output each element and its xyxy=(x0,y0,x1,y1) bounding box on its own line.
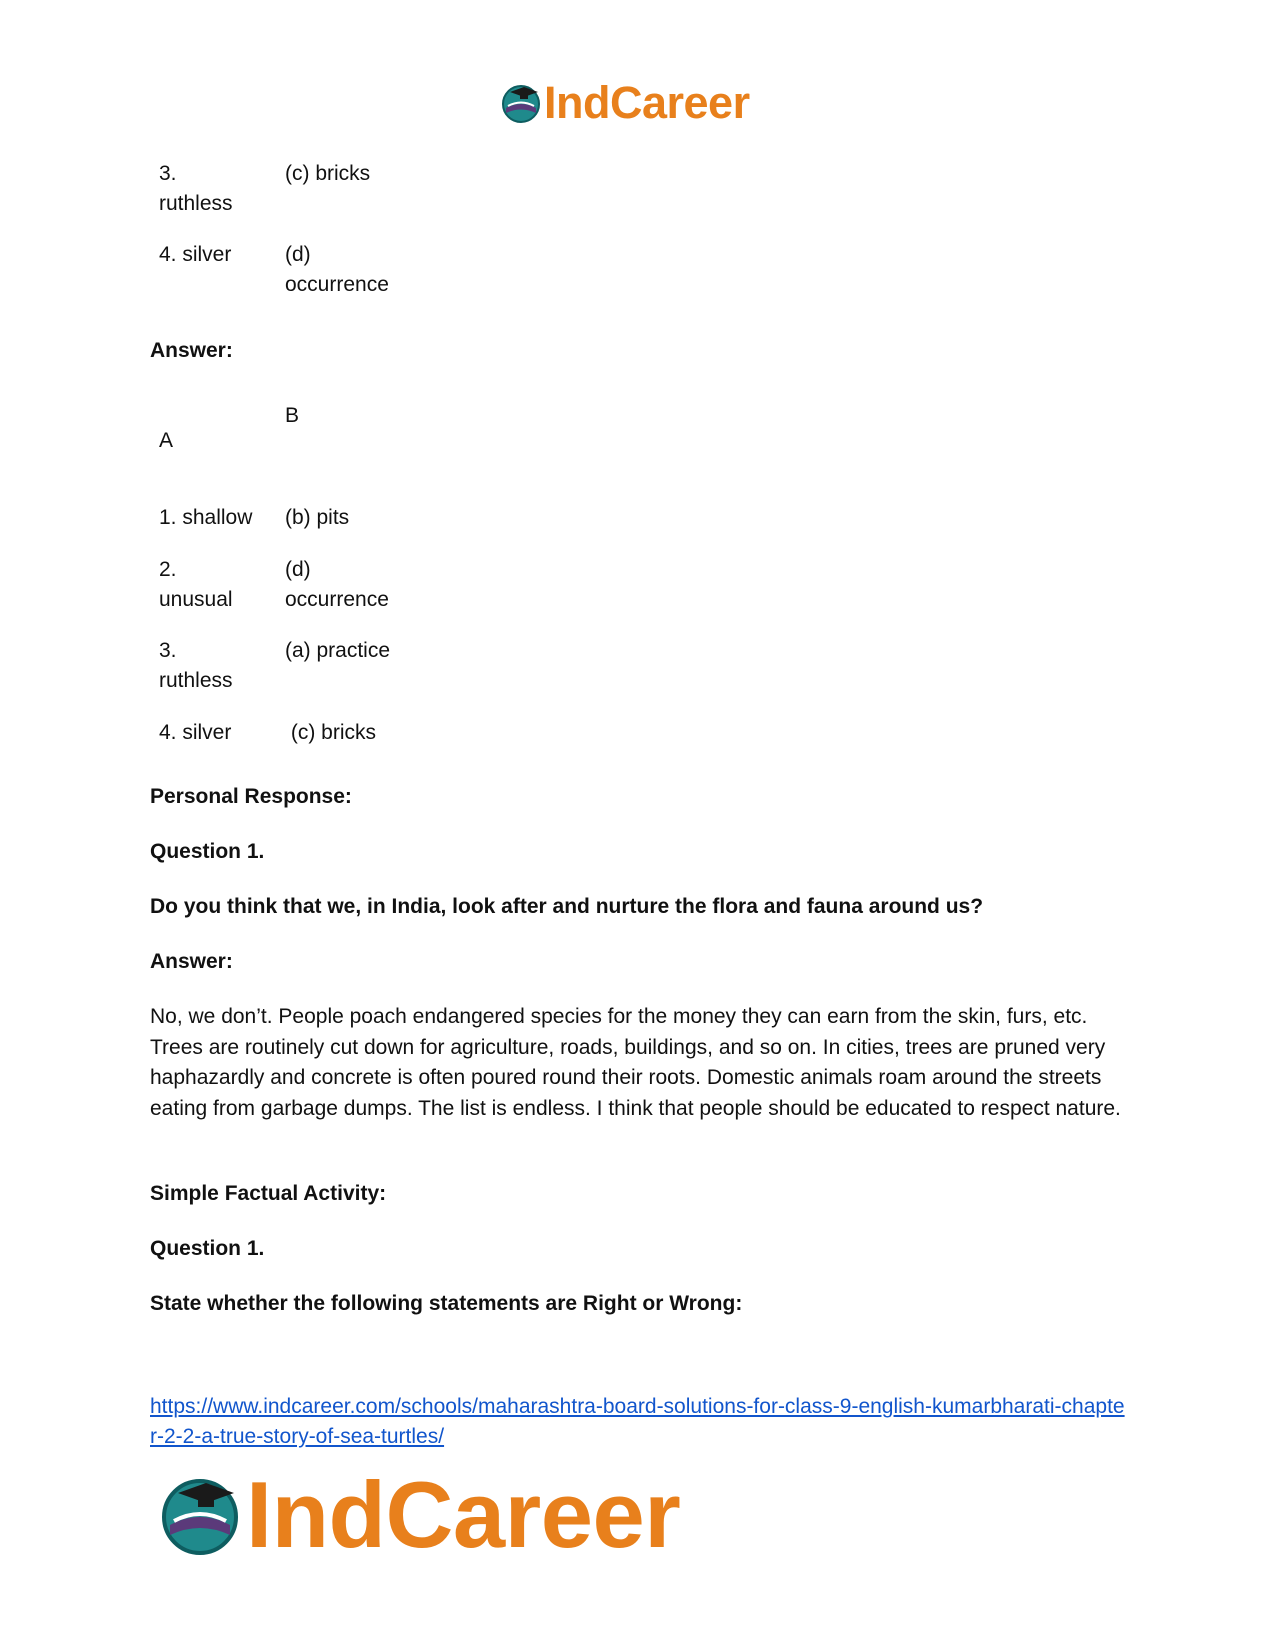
answer-label: Answer: xyxy=(150,339,233,362)
table-cell: 3. xyxy=(159,162,177,185)
section-heading-simple-factual-activity: Simple Factual Activity: xyxy=(150,1182,387,1205)
table-cell: 3. xyxy=(159,639,177,662)
table-cell: (a) practice xyxy=(285,639,391,662)
section-heading-personal-response: Personal Response: xyxy=(150,785,352,808)
table-cell: 2. xyxy=(159,558,177,581)
globe-graduation-cap-book-icon xyxy=(158,1473,242,1557)
question-label: Question 1. xyxy=(150,1237,265,1260)
table-cell: 1. shallow xyxy=(159,506,253,529)
table-cell: unusual xyxy=(159,588,233,611)
question-label: Question 1. xyxy=(150,840,265,863)
logo-wordmark: IndCareer xyxy=(246,1462,681,1567)
table-cell: (b) pits xyxy=(285,506,350,529)
answer-label: Answer: xyxy=(150,950,233,973)
table-cell: ruthless xyxy=(159,192,233,215)
globe-graduation-cap-book-icon xyxy=(500,82,542,124)
table-cell: 4. silver xyxy=(159,721,232,744)
table-header-b: B xyxy=(285,404,300,427)
table-cell: (d) xyxy=(285,558,311,581)
table-header-a: A xyxy=(159,429,174,452)
question-text: Do you think that we, in India, look after and nurture the flora and fauna around us? xyxy=(150,895,984,918)
table-cell: (c) bricks xyxy=(285,162,371,185)
table-cell: occurrence xyxy=(285,273,389,296)
table-cell: occurrence xyxy=(285,588,389,611)
table-cell: (c) bricks xyxy=(285,721,376,744)
table-cell: ruthless xyxy=(159,669,233,692)
indcareer-logo-footer xyxy=(158,1462,681,1567)
indcareer-logo-header xyxy=(500,78,750,128)
question-text: State whether the following statements are Right or Wrong: xyxy=(150,1292,743,1315)
source-url-link[interactable]: https://www.indcareer.com/schools/maharashtra-board-solutions-for-class-9-english-kumarbharati-chapter-2-2-a-true-story-of-sea-turtles/ xyxy=(150,1395,1125,1448)
table-cell: 4. silver xyxy=(159,243,232,266)
table-cell: (d) xyxy=(285,243,311,266)
logo-wordmark: IndCareer xyxy=(544,77,750,128)
answer-paragraph: No, we don’t. People poach endangered species for the money they can earn from the skin, furs, etc. Trees are routinely cut down for agriculture, roads, buildings, and so on. In cities, trees are pruned very haphazardly and concrete is often poured round their roots. Domestic animals roam around the streets eating from garbage dumps. The list is endless. I think that people should be educated to respect nature. xyxy=(150,1005,1121,1120)
